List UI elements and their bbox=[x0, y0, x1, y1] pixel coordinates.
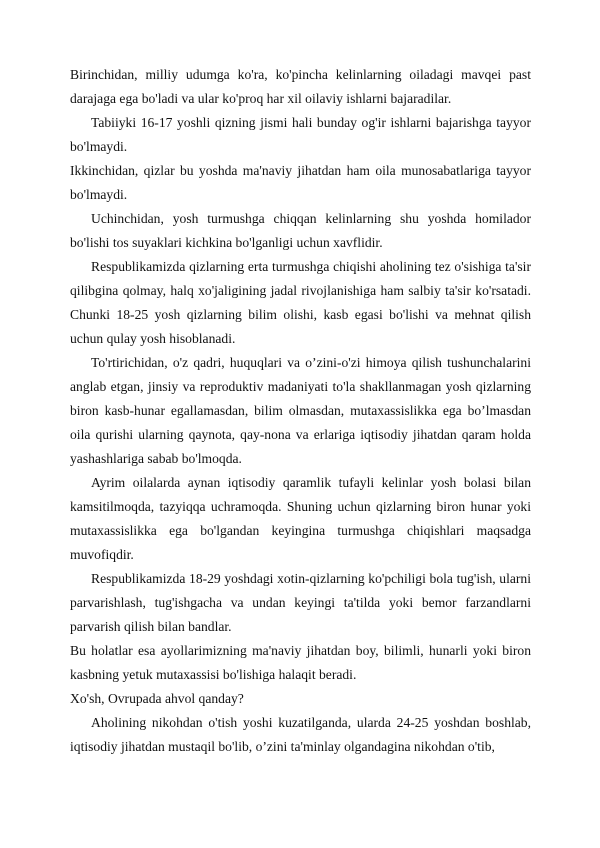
paragraph-3: Ikkinchidan, qizlar bu yoshda ma'naviy jihatdan ham oila munosabatlariga tayyor bo'lmaydi. bbox=[70, 163, 531, 202]
paragraph-11: Aholining nikohdan o'tish yoshi kuzatilganda, ularda 24-25 yoshdan boshlab, iqtisodiy jihatdan mustaqil bo'lib, o’zini ta'minlay olgandagina nikohdan o'tib, bbox=[70, 715, 531, 754]
paragraph-8: Respublikamizda 18-29 yoshdagi xotin-qizlarning ko'pchiligi bola tug'ish, ularni parvarishlash, tug'ishgacha va undan keyingi ta'tilda yoki bemor farzandlarni parvarish qilish bilan bandlar. bbox=[70, 571, 531, 634]
paragraph-1: Birinchidan, milliy udumga ko'ra, ko'pincha kelinlarning oiladagi mavqei past darajaga ega bo'ladi va ular ko'proq har xil oilaviy ishlarni bajaradilar. bbox=[70, 67, 531, 106]
paragraph-9: Bu holatlar esa ayollarimizning ma'naviy jihatdan boy, bilimli, hunarli yoki biron kasbning yetuk mutaxassisi bo'lishiga halaqit beradi. bbox=[70, 643, 531, 682]
paragraph-4: Uchinchidan, yosh turmushga chiqqan kelinlarning shu yoshda homilador bo'lishi tos suyaklari kichkina bo'lganligi uchun xavflidir. bbox=[70, 211, 531, 250]
document-body bbox=[70, 63, 531, 759]
paragraph-7: Ayrim oilalarda aynan iqtisodiy qaramlik tufayli kelinlar yosh bolasi bilan kamsitilmoqda, tazyiqqa uchramoqda. Shuning uchun qizlarning biron hunar yoki mutaxassislikka ega bo'lgandan keyingina turmushga chiqishlari maqsadga muvofiqdir. bbox=[70, 475, 531, 562]
paragraph-2: Tabiiyki 16-17 yoshli qizning jismi hali bunday og'ir ishlarni bajarishga tayyor bo'lmaydi. bbox=[70, 115, 531, 154]
paragraph-5: Respublikamizda qizlarning erta turmushga chiqishi aholining tez o'sishiga ta'sir qilibgina qolmay, halq xo'jaligining jadal rivojlanishiga ham salbiy ta'sir ko'rsatadi. Chunki 18-25 yosh qizlarning bilim olishi, kasb egasi bo'lishi va mehnat qilish uchun qulay yosh hisoblanadi. bbox=[70, 259, 531, 346]
paragraph-10: Xo'sh, Ovrupada ahvol qanday? bbox=[70, 691, 244, 706]
paragraph-6: To'rtirichidan, o'z qadri, huquqlari va o’zini-o'zi himoya qilish tushunchalarini anglab etgan, jinsiy va reproduktiv madaniyati to'la shakllanmagan yosh qizlarning biron kasb-hunar egallamasdan, bilim olmasdan, mutaxassislikka ega bo’lmasdan oila qurishi ularning qaynota, qay-nona va erlariga iqtisodiy jihatdan qaram holda yashashlariga sabab bo'lmoqda. bbox=[70, 355, 531, 466]
